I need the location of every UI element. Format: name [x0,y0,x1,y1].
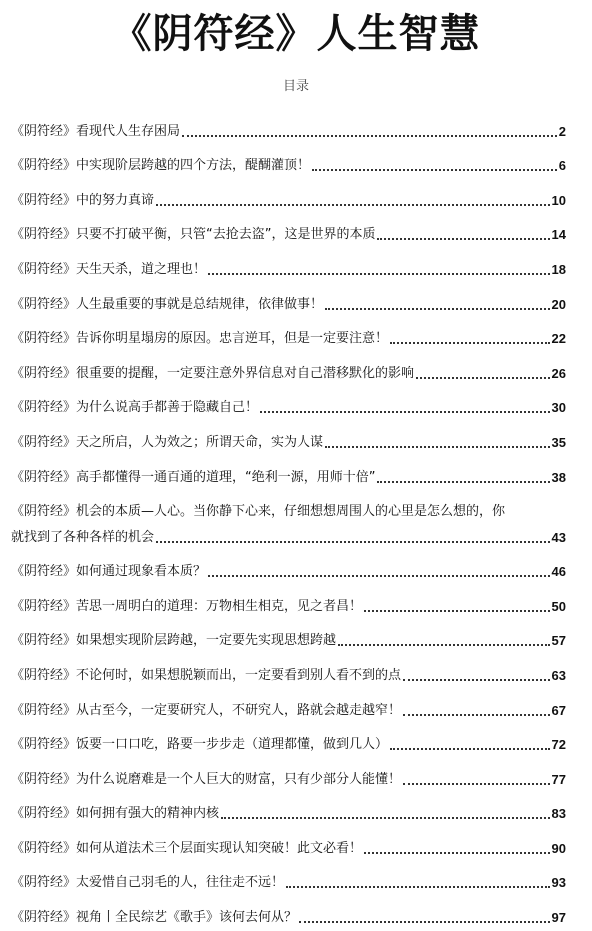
toc-entry[interactable] [11,283,566,318]
dot-leader [208,273,550,275]
dot-leader [403,679,550,681]
toc-entry-title: 《阴符经》从古至今，一定要研究人，不研究人，路就会越走越窄！ [11,702,402,718]
toc-page-number: 93 [551,875,566,891]
toc-entry[interactable] [11,551,566,586]
toc-entry[interactable] [11,421,566,456]
toc-entry[interactable] [11,456,566,491]
toc-entry[interactable] [11,491,566,551]
toc-entry-title: 《阴符经》天之所启，人为效之；所谓天命，实为人谋 [11,434,324,450]
toc-entry-title: 《阴符经》苦思一周明白的道理：万物相生相克，见之者昌！ [11,598,363,614]
toc-entry-title: 《阴符经》高手都懂得一通百通的道理，“绝利一源，用师十倍” [11,469,376,485]
toc-entry-title: 《阴符经》如何拥有强大的精神内核 [11,806,220,822]
toc-entry-title: 《阴符经》如果想实现阶层跨越，一定要先实现思想跨越 [11,633,337,649]
toc-entry-title: 《阴符经》很重要的提醒，一定要注意外界信息对自己潜移默化的影响 [11,365,415,381]
toc-page-number: 6 [558,158,566,174]
toc-page-number: 38 [551,469,566,485]
toc-entry-title: 《阴符经》中实现阶层跨越的四个方法，醍醐灌顶！ [11,158,311,174]
dot-leader [403,714,550,716]
toc-entry[interactable] [11,387,566,422]
dot-leader [156,204,550,206]
dot-leader [156,541,550,543]
toc-entry-title: 《阴符经》太爱惜自己羽毛的人，往往走不远！ [11,875,285,891]
toc-page-number: 97 [551,910,566,926]
toc-page-number: 2 [558,123,566,139]
toc-list [11,110,566,931]
toc-entry-title: 《阴符经》饭要一口口吃，路要一步步走（道理都懂，做到几人） [11,737,389,753]
dot-leader [390,748,550,750]
toc-heading: 目录 [282,79,309,94]
toc-entry-title: 《阴符经》为什么说高手都善于隐藏自己！ [11,400,259,416]
toc-page-number: 72 [551,737,566,753]
toc-entry[interactable] [11,248,566,283]
toc-entry-title: 《阴符经》天生天杀，道之理也！ [11,261,207,277]
toc-entry[interactable] [11,352,566,387]
toc-entry-title: 《阴符经》看现代人生存困局 [11,123,181,139]
dot-leader [182,135,557,137]
toc-page-number: 35 [551,434,566,450]
toc-entry[interactable] [11,214,566,249]
toc-entry-title: 《阴符经》如何通过现象看本质？ [11,564,207,580]
toc-entry-title: 《阴符经》告诉你明星塌房的原因。忠言逆耳，但是一定要注意！ [11,331,389,347]
toc-entry-title-continued: 就找到了各种各样的机会 [11,529,155,545]
toc-page-number: 90 [551,840,566,856]
toc-entry[interactable] [11,724,566,759]
toc-page-number: 14 [551,227,566,243]
toc-entry[interactable] [11,758,566,793]
toc-page-number: 77 [551,771,566,787]
toc-entry[interactable] [11,179,566,214]
toc-entry[interactable] [11,827,566,862]
toc-entry-title: 《阴符经》为什么说磨难是一个人巨大的财富，只有少部分人能懂！ [11,771,402,787]
toc-page-number: 18 [551,261,566,277]
dot-leader [377,238,549,240]
dot-leader [299,921,550,923]
toc-page-number: 20 [551,296,566,312]
toc-entry-title: 《阴符经》视角丨全民综艺《歌手》该何去何从？ [11,910,298,926]
document-title: 《阴符经》人生智慧 [111,11,481,57]
toc-entry[interactable] [11,110,566,145]
toc-page-number: 57 [551,633,566,649]
toc-page-number: 50 [551,598,566,614]
toc-entry[interactable] [11,585,566,620]
toc-page-number: 67 [551,702,566,718]
toc-page-number: 30 [551,400,566,416]
dot-leader [390,342,550,344]
toc-entry[interactable] [11,654,566,689]
toc-page-number: 10 [551,192,566,208]
toc-page-number: 43 [551,529,566,545]
toc-entry[interactable] [11,689,566,724]
toc-entry[interactable] [11,793,566,828]
dot-leader [208,575,550,577]
toc-page-number: 83 [551,806,566,822]
toc-page-number: 22 [551,331,566,347]
toc-page-number: 46 [551,564,566,580]
toc-page-number: 63 [551,667,566,683]
dot-leader [260,411,550,413]
dot-leader [416,377,550,379]
dot-leader [221,817,550,819]
toc-entry-title: 《阴符经》人生最重要的事就是总结规律，依律做事！ [11,296,324,312]
toc-entry-title: 《阴符经》机会的本质—人心。当你静下心来，仔细想想周围人的心里是怎么想的，你 [11,503,506,519]
toc-entry-title: 《阴符经》如何从道法术三个层面实现认知突破！此文必看！ [11,840,363,856]
dot-leader [364,852,550,854]
toc-entry-title: 《阴符经》中的努力真谛 [11,192,155,208]
dot-leader [403,783,550,785]
dot-leader [312,169,557,171]
dot-leader [377,481,549,483]
toc-entry[interactable] [11,318,566,353]
dot-leader [286,886,550,888]
toc-entry[interactable] [11,896,566,931]
toc-entry-title: 《阴符经》只要不打破平衡，只管“去抢去盗”，这是世界的本质 [11,227,376,243]
dot-leader [325,446,550,448]
toc-entry[interactable] [11,145,566,180]
toc-entry-title: 《阴符经》不论何时，如果想脱颖而出，一定要看到别人看不到的点 [11,667,402,683]
dot-leader [325,308,550,310]
dot-leader [338,644,550,646]
toc-entry[interactable] [11,620,566,655]
toc-page-number: 26 [551,365,566,381]
toc-entry[interactable] [11,862,566,897]
dot-leader [364,610,550,612]
